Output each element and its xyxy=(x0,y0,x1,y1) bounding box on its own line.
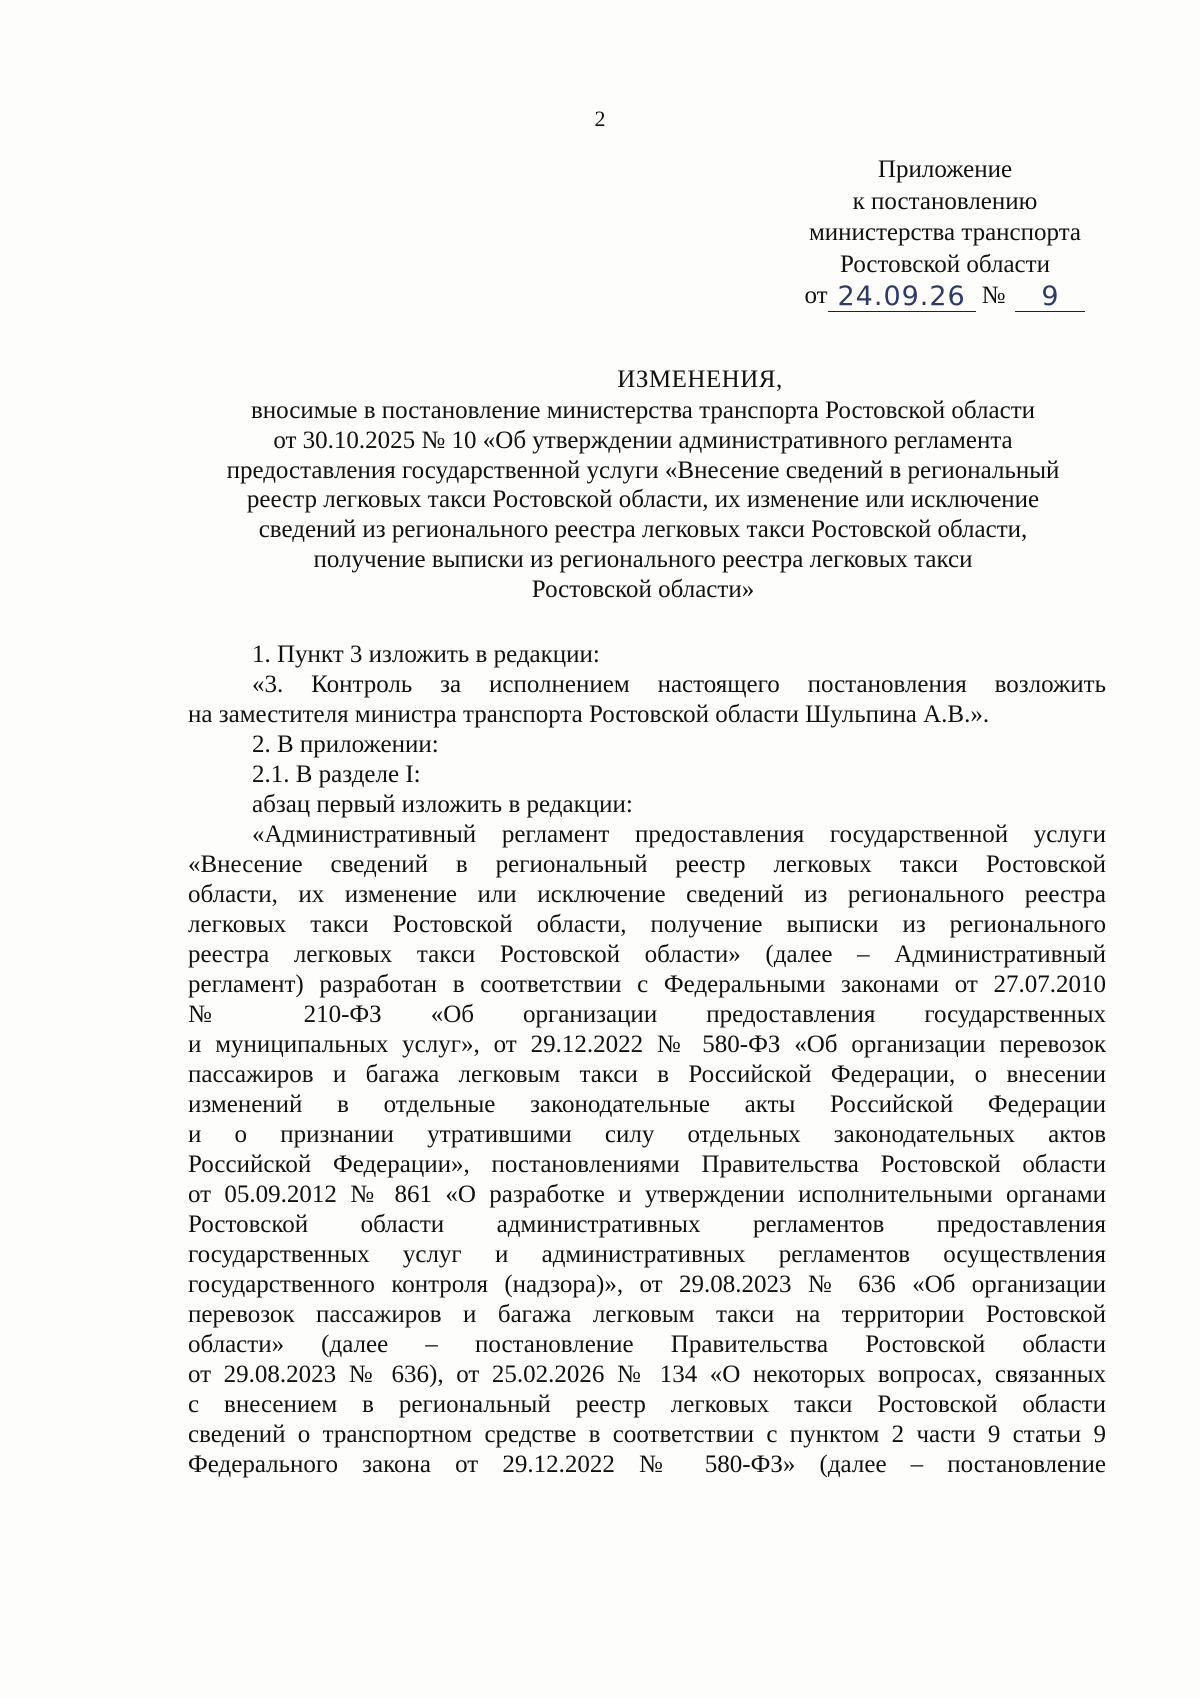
appendix-line: Приложение xyxy=(877,156,1013,183)
appendix-line: к постановлению xyxy=(852,187,1038,215)
body-line: пассажиров и багажа легковым такси в Российской Федерации, о внесении xyxy=(188,1061,1106,1088)
date-prefix: от xyxy=(804,282,828,309)
body-line: 2. В приложении: xyxy=(252,731,439,758)
body-line: Федерального закона от 29.12.2022 № 580-ФЗ» (далее – постановление xyxy=(188,1451,1106,1478)
body-line: Российской Федерации», постановлениями Правительства Ростовской области xyxy=(188,1151,1106,1178)
appendix-date-number-row xyxy=(805,280,1086,312)
body-line: 2.1. В разделе I: xyxy=(252,761,421,788)
document-subtitle xyxy=(188,396,1098,605)
handwritten-number: 9 xyxy=(1041,281,1060,312)
body-line: сведений о транспортном средстве в соответствии с пунктом 2 части 9 статьи 9 xyxy=(188,1421,1106,1448)
appendix-line: министерства транспорта xyxy=(808,219,1082,246)
body-line: области, их изменение или исключение сведений из регионального реестра xyxy=(188,881,1106,908)
body-line: области» (далее – постановление Правительства Ростовской области xyxy=(188,1331,1106,1358)
page-number: 2 xyxy=(594,106,606,131)
subtitle-line: получение выписки из регионального реестра легковых такси xyxy=(313,545,973,573)
body-line: регламент) разработан в соответствии с Федеральными законами от 27.07.2010 xyxy=(188,971,1106,998)
body-line: государственных услуг и административных регламентов осуществления xyxy=(188,1241,1106,1268)
document-title: ИЗМЕНЕНИЯ, xyxy=(617,366,783,393)
appendix-line: Ростовской области xyxy=(840,250,1050,278)
body-line: № 210-ФЗ «Об организации предоставления государственных xyxy=(188,1001,1106,1028)
body-line: Ростовской области административных регламентов предоставления xyxy=(188,1211,1106,1238)
body-line: «3. Контроль за исполнением настоящего постановления возложить xyxy=(252,671,1106,698)
handwritten-date: 24.09.26 xyxy=(837,281,966,312)
body-line: абзац первый изложить в редакции: xyxy=(252,791,633,818)
subtitle-line: от 30.10.2025 № 10 «Об утверждении административного регламента xyxy=(273,426,1013,454)
body-line: от 29.08.2023 № 636), от 25.02.2026 № 134 «О некоторых вопросах, связанных xyxy=(188,1361,1106,1388)
subtitle-line: сведений из регионального реестра легковых такси Ростовской области, xyxy=(258,516,1028,544)
body-line: и о признании утратившими силу отдельных законодательных актов xyxy=(188,1121,1106,1148)
body-line: и муниципальных услуг», от 29.12.2022 № 580-ФЗ «Об организации перевозок xyxy=(188,1031,1106,1058)
body-line: перевозок пассажиров и багажа легковым такси на территории Ростовской xyxy=(188,1301,1106,1328)
body-line: на заместителя министра транспорта Ростовской области Шульпина А.В.». xyxy=(188,701,990,728)
subtitle-line: реестр легковых такси Ростовской области, их изменение или исключение xyxy=(246,486,1040,514)
number-fill-field xyxy=(1015,281,1085,312)
subtitle-line: вносимые в постановление министерства транспорта Ростовской области xyxy=(250,397,1036,424)
subtitle-line: предоставления государственной услуги «Внесение сведений в региональный xyxy=(226,456,1060,484)
body-line: «Административный регламент предоставления государственной услуги xyxy=(252,821,1106,848)
body-line: реестра легковых такси Ростовской области» (далее – Административный xyxy=(188,941,1106,968)
body-line: от 05.09.2012 № 861 «О разработке и утверждении исполнительными органами xyxy=(188,1181,1106,1208)
appendix-block xyxy=(770,154,1120,312)
subtitle-line: Ростовской области» xyxy=(531,575,755,603)
body-line: с внесением в региональный реестр легковых такси Ростовской области xyxy=(188,1391,1106,1418)
body-line: государственного контроля (надзора)», от 29.08.2023 № 636 «Об организации xyxy=(188,1271,1106,1298)
body-line: 1. Пункт 3 изложить в редакции: xyxy=(252,641,600,668)
date-fill-field xyxy=(828,281,976,312)
document-body xyxy=(188,640,1106,1480)
body-line: легковых такси Ростовской области, получение выписки из регионального xyxy=(188,911,1106,938)
number-prefix: № xyxy=(981,282,1006,309)
body-line: изменений в отдельные законодательные акты Российской Федерации xyxy=(188,1091,1106,1118)
body-line: «Внесение сведений в региональный реестр легковых такси Ростовской xyxy=(188,851,1106,878)
